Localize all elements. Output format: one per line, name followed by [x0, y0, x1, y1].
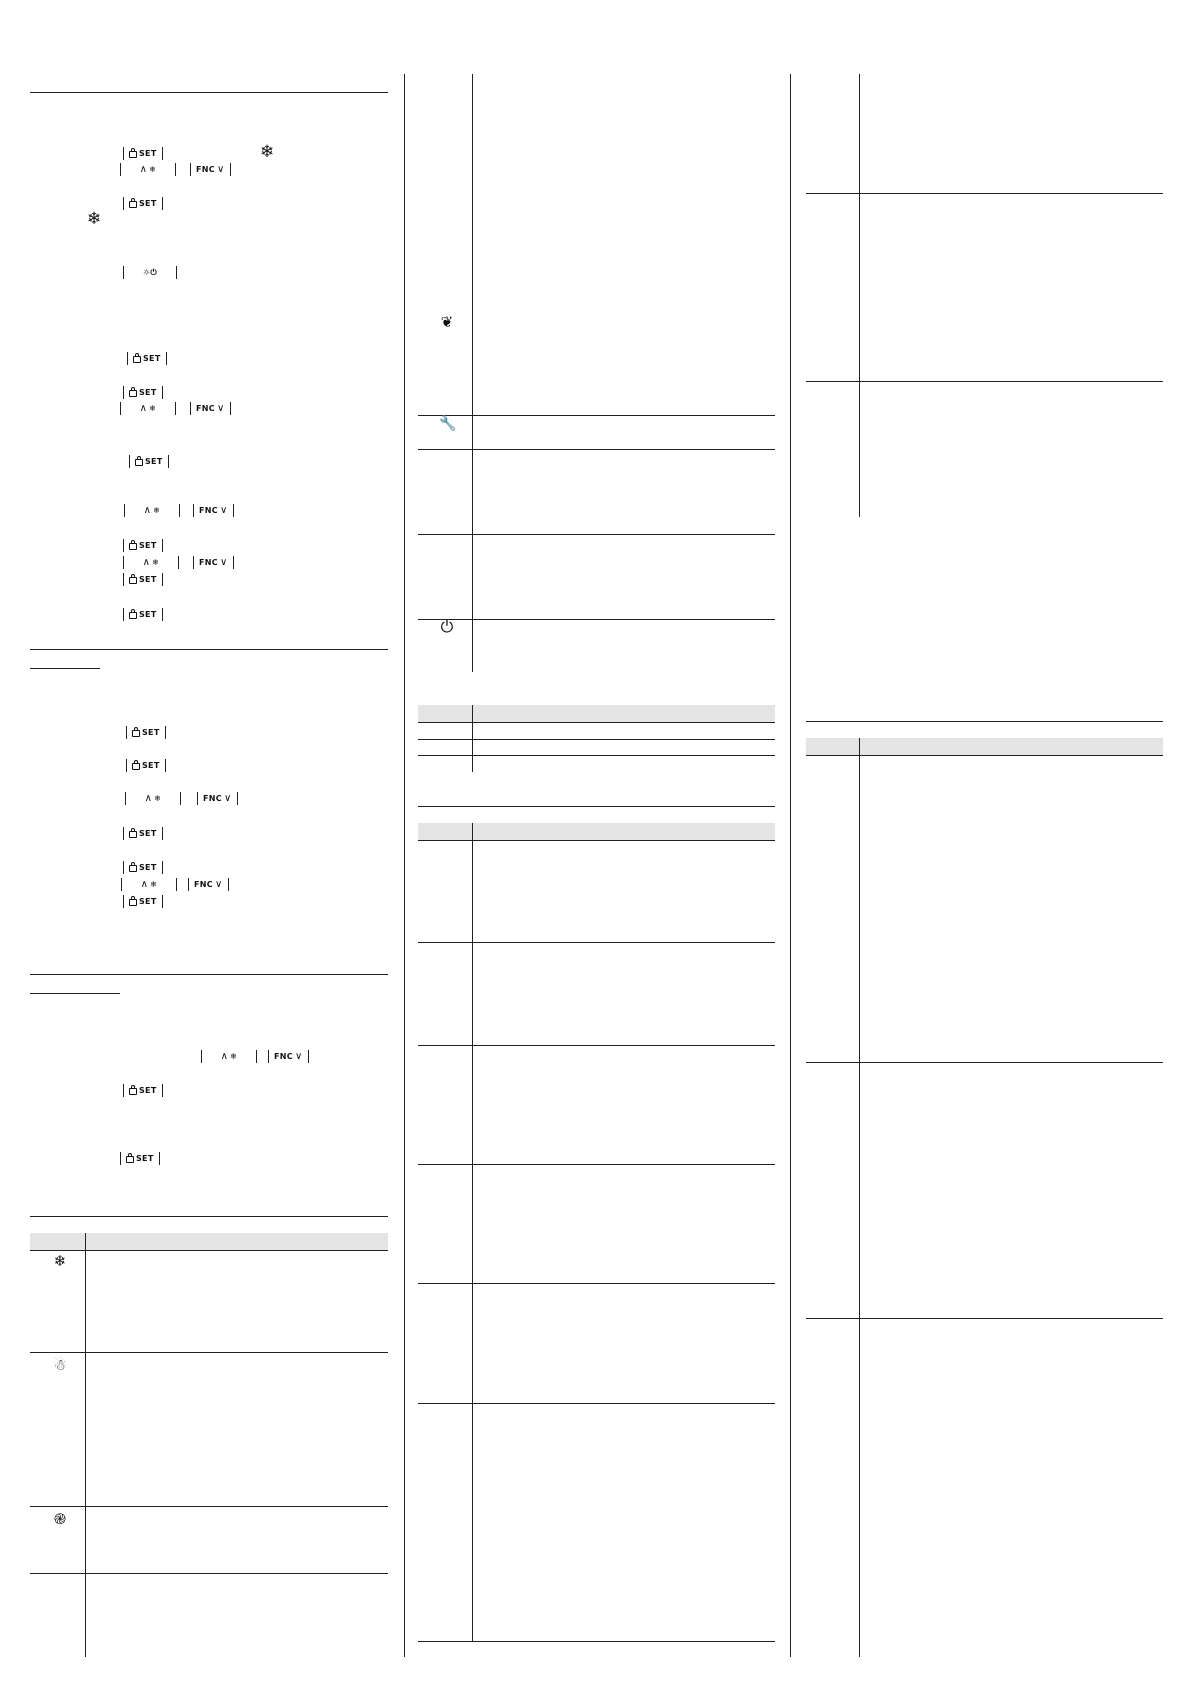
- section-rule: [30, 1216, 388, 1217]
- table-row-rule: [806, 1318, 1163, 1319]
- wrench-icon: 🔧: [439, 416, 457, 432]
- lock-icon: [129, 151, 137, 158]
- eco-icon: ❦: [440, 313, 454, 331]
- fnc-down-key[interactable]: FNC ∨: [193, 504, 234, 517]
- set-key[interactable]: SET: [127, 352, 167, 365]
- table-row-rule: [806, 1062, 1163, 1063]
- set-key[interactable]: SET: [126, 726, 166, 739]
- table-column-divider: [85, 1233, 86, 1657]
- table-row-rule: [418, 415, 775, 416]
- snowflake-icon: ❄: [87, 209, 102, 229]
- set-key[interactable]: SET: [126, 759, 166, 772]
- up-defrost-key[interactable]: ∧ ❄: [120, 402, 176, 415]
- fnc-down-key[interactable]: FNC ∨: [197, 792, 238, 805]
- table-row-rule: [418, 1164, 775, 1165]
- up-defrost-key[interactable]: ∧ ❄: [125, 792, 181, 805]
- fnc-down-key[interactable]: FNC ∨: [268, 1050, 309, 1063]
- table-column-divider: [859, 738, 860, 1657]
- set-key[interactable]: SET: [123, 895, 163, 908]
- table-column-divider: [472, 74, 473, 672]
- up-defrost-key[interactable]: ∧ ❄: [123, 556, 179, 569]
- table-row-rule: [418, 739, 775, 740]
- section-rule: [806, 721, 1163, 722]
- title-underline: [30, 993, 120, 994]
- column-separator: [404, 74, 405, 1657]
- defrost-icon: ☃: [53, 1356, 67, 1374]
- table-header: [30, 1233, 388, 1251]
- table-row-rule: [418, 1045, 775, 1046]
- set-key[interactable]: SET: [123, 197, 163, 210]
- table-row-rule: [418, 1641, 775, 1642]
- section-rule: [30, 649, 388, 650]
- column-separator: [790, 74, 791, 1657]
- fnc-down-key[interactable]: FNC ∨: [188, 878, 229, 891]
- table-row-rule: [30, 1573, 388, 1574]
- set-key[interactable]: SET: [123, 608, 163, 621]
- table-column-divider: [472, 823, 473, 1641]
- snowflake-icon: ❄: [260, 142, 275, 162]
- table-row-rule: [418, 755, 775, 756]
- section-rule: [418, 806, 775, 807]
- table-row-rule: [30, 1506, 388, 1507]
- table-row-rule: [418, 619, 775, 620]
- set-key[interactable]: SET: [120, 1152, 160, 1165]
- up-defrost-key[interactable]: ∧ ❄: [124, 504, 180, 517]
- set-key[interactable]: SET: [123, 539, 163, 552]
- table-row-rule: [418, 1283, 775, 1284]
- up-defrost-key[interactable]: ∧ ❄: [121, 878, 177, 891]
- light-power-key[interactable]: ☼⏻: [123, 266, 177, 279]
- fnc-down-key[interactable]: FNC ∨: [190, 402, 231, 415]
- table-row-rule: [418, 534, 775, 535]
- power-icon: ⏻: [440, 617, 454, 636]
- table-column-divider: [859, 74, 860, 517]
- table-row-rule: [806, 381, 1163, 382]
- snowflake-icon: ❄: [53, 1252, 67, 1270]
- fnc-down-key[interactable]: FNC ∨: [193, 556, 234, 569]
- section-rule: [30, 974, 388, 975]
- up-defrost-key[interactable]: ∧ ❄: [120, 163, 176, 176]
- set-key[interactable]: SET: [123, 147, 163, 160]
- title-underline: [30, 668, 100, 669]
- set-key[interactable]: SET: [123, 861, 163, 874]
- table-row-rule: [418, 942, 775, 943]
- set-key[interactable]: SET: [123, 573, 163, 586]
- table-row-rule: [30, 1352, 388, 1353]
- set-key[interactable]: SET: [129, 455, 169, 468]
- set-key[interactable]: SET: [123, 1084, 163, 1097]
- table-row-rule: [418, 1403, 775, 1404]
- up-defrost-key[interactable]: ∧ ❄: [201, 1050, 257, 1063]
- set-key[interactable]: SET: [123, 386, 163, 399]
- section-rule: [30, 92, 388, 93]
- fnc-down-key[interactable]: FNC ∨: [190, 163, 231, 176]
- table-row-rule: [806, 193, 1163, 194]
- table-row-rule: [418, 449, 775, 450]
- set-key[interactable]: SET: [123, 827, 163, 840]
- fan-icon: ֎: [53, 1510, 67, 1528]
